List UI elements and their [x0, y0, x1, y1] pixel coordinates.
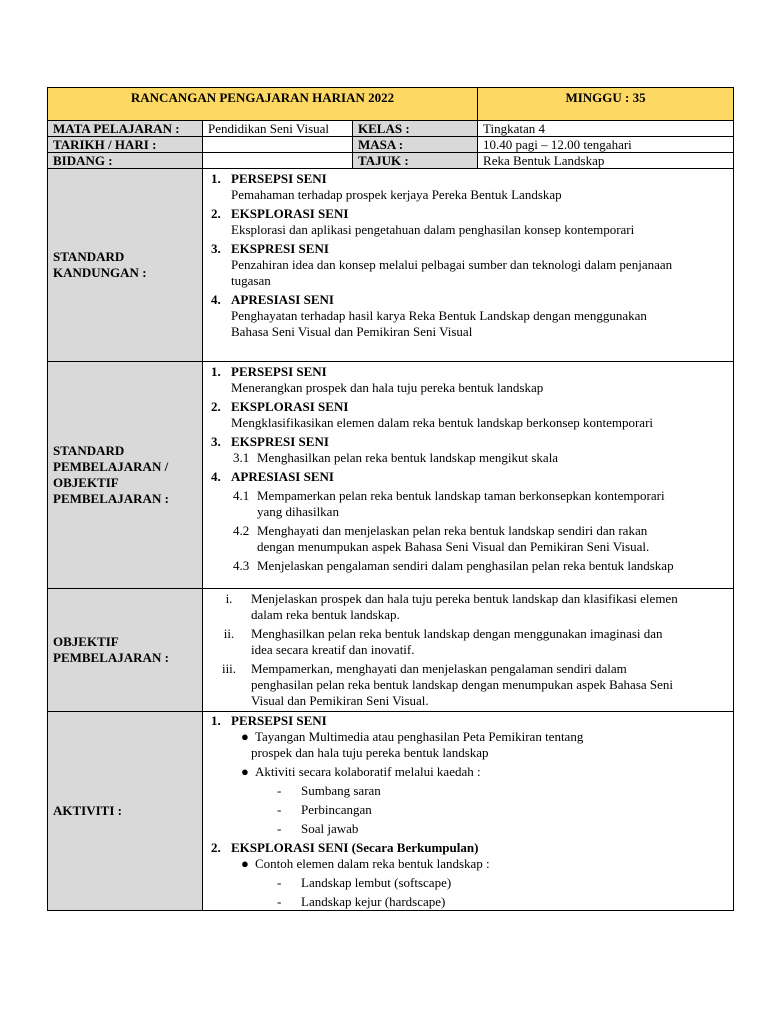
- item-number: 1.: [211, 171, 221, 186]
- label-line: STANDARD: [53, 249, 125, 264]
- lesson-plan-document: [47, 87, 733, 911]
- item-text: Penghayatan terhadap hasil karya Reka Bentuk Landskap dengan menggunakan: [231, 308, 647, 323]
- sub-number: 4.1: [233, 488, 250, 503]
- dash-icon: -: [277, 894, 282, 909]
- sp-item-3: [211, 434, 728, 450]
- label-line: OBJEKTIF: [53, 634, 119, 649]
- objektif-label: [48, 589, 203, 712]
- standard-pembelajaran-row: [48, 362, 734, 589]
- standard-pembelajaran-label: [48, 362, 203, 589]
- class-value: Tingkatan 4: [478, 121, 734, 137]
- sp-sub-4-1: [211, 488, 728, 504]
- objective-text: idea secara kreatif dan inovatif.: [251, 642, 415, 657]
- sp-item-2: [211, 399, 728, 415]
- objective-text: Menjelaskan prospek dan hala tuju pereka bentuk landskap dan klasifikasi elemen: [251, 591, 678, 606]
- activity-1-dash-3: [211, 821, 728, 837]
- objective-iii: [207, 661, 728, 677]
- sk-item-1: [211, 171, 728, 187]
- roman-number: iii.: [221, 661, 237, 676]
- objective-text: Mempamerkan, menghayati dan menjelaskan pengalaman sendiri dalam: [251, 661, 627, 676]
- objective-text: dalam reka bentuk landskap.: [251, 607, 400, 622]
- bullet-text: Contoh elemen dalam reka bentuk landskap :: [255, 856, 490, 871]
- sub-number: 4.2: [233, 523, 250, 538]
- date-label: TARIKH / HARI :: [48, 137, 203, 153]
- activity-1-bullet-1: [211, 729, 728, 745]
- objective-ii-cont: [207, 642, 728, 658]
- objektif-content: [203, 589, 734, 712]
- sp-sub-4-2-cont: [211, 539, 728, 555]
- meta-row-date: [48, 137, 734, 153]
- field-value: [203, 153, 353, 169]
- class-label: KELAS :: [353, 121, 478, 137]
- dash-text: Landskap lembut (softscape): [301, 875, 452, 890]
- label-line: PEMBELAJARAN :: [53, 491, 169, 506]
- bullet-text: Aktiviti secara kolaboratif melalui kaedah :: [255, 764, 481, 779]
- aktiviti-row: [48, 712, 734, 911]
- sp-sub-4-3: [211, 558, 728, 574]
- bullet-icon: ●: [241, 729, 249, 744]
- topic-label: TAJUK :: [353, 153, 478, 169]
- objective-iii-cont2: [207, 693, 728, 709]
- activity-2: [211, 840, 728, 856]
- sp-sub-4-1-cont: [211, 504, 728, 520]
- sk-item-4: [211, 292, 728, 308]
- dash-text: Sumbang saran: [301, 783, 381, 798]
- item-text: Mengklasifikasikan elemen dalam reka bentuk landskap berkonsep kontemporari: [231, 415, 654, 430]
- topic-value: Reka Bentuk Landskap: [478, 153, 734, 169]
- date-value: [203, 137, 353, 153]
- subject-label: MATA PELAJARAN :: [48, 121, 203, 137]
- header-row: [48, 88, 734, 121]
- objective-i-cont: [207, 607, 728, 623]
- plan-title: RANCANGAN PENGAJARAN HARIAN 2022: [48, 88, 478, 121]
- item-title: PERSEPSI SENI: [231, 171, 327, 186]
- objective-i: [207, 591, 728, 607]
- dash-text: Landskap kejur (hardscape): [301, 894, 446, 909]
- item-number: 2.: [211, 840, 221, 855]
- standard-kandungan-label: [48, 169, 203, 362]
- objective-text: Visual dan Pemikiran Seni Visual.: [251, 693, 429, 708]
- item-text: Pemahaman terhadap prospek kerjaya Pereka Bentuk Landskap: [231, 187, 562, 202]
- time-label: MASA :: [353, 137, 478, 153]
- item-text: tugasan: [231, 273, 271, 288]
- item-title: PERSEPSI SENI: [231, 713, 327, 728]
- item-number: 2.: [211, 399, 221, 414]
- week-label: MINGGU : 35: [478, 88, 734, 121]
- item-number: 4.: [211, 292, 221, 307]
- standard-pembelajaran-content: [203, 362, 734, 589]
- sub-text: Menjelaskan pengalaman sendiri dalam penghasilan pelan reka bentuk landskap: [257, 558, 674, 573]
- label-line: OBJEKTIF: [53, 475, 119, 490]
- bullet-text: Tayangan Multimedia atau penghasilan Peta Pemikiran tentang: [255, 729, 584, 744]
- objective-iii-cont: [207, 677, 728, 693]
- sub-number: 4.3: [233, 558, 250, 573]
- item-number: 3.: [211, 434, 221, 449]
- activity-2-dash-1: [211, 875, 728, 891]
- item-text: Bahasa Seni Visual dan Pemikiran Seni Visual: [231, 324, 473, 339]
- bullet-icon: ●: [241, 764, 249, 779]
- meta-row-field: [48, 153, 734, 169]
- item-text: Eksplorasi dan aplikasi pengetahuan dalam penghasilan konsep kontemporari: [231, 222, 635, 237]
- activity-2-bullet-1: [211, 856, 728, 872]
- standard-kandungan-content: [203, 169, 734, 362]
- item-number: 1.: [211, 364, 221, 379]
- sk-item-3: [211, 241, 728, 257]
- time-value: 10.40 pagi – 12.00 tengahari: [478, 137, 734, 153]
- item-title: EKSPLORASI SENI (Secara Berkumpulan): [231, 840, 479, 855]
- item-number: 1.: [211, 713, 221, 728]
- dash-icon: -: [277, 875, 282, 890]
- item-text: Penzahiran idea dan konsep melalui pelbagai sumber dan teknologi dalam penjanaan: [231, 257, 673, 272]
- activity-1-dash-1: [211, 783, 728, 799]
- objective-ii: [207, 626, 728, 642]
- field-label: BIDANG :: [48, 153, 203, 169]
- aktiviti-label: AKTIVITI :: [48, 712, 203, 911]
- item-number: 3.: [211, 241, 221, 256]
- sub-text: Menghasilkan pelan reka bentuk landskap mengikut skala: [257, 450, 559, 465]
- label-line: STANDARD: [53, 443, 125, 458]
- item-number: 2.: [211, 206, 221, 221]
- item-title: APRESIASI SENI: [231, 469, 334, 484]
- activity-1: [211, 713, 728, 729]
- roman-number: i.: [225, 591, 233, 606]
- sub-text: Mempamerkan pelan reka bentuk landskap taman berkonsepkan kontemporari: [257, 488, 665, 503]
- objective-text: penghasilan pelan reka bentuk landskap dengan menumpukan aspek Bahasa Seni: [251, 677, 674, 692]
- item-title: EKSPRESI SENI: [231, 434, 329, 449]
- sk-item-2: [211, 206, 728, 222]
- item-title: APRESIASI SENI: [231, 292, 334, 307]
- item-title: EKSPLORASI SENI: [231, 206, 349, 221]
- roman-number: ii.: [223, 626, 235, 641]
- sp-item-1: [211, 364, 728, 380]
- dash-icon: -: [277, 821, 282, 836]
- item-title: EKSPLORASI SENI: [231, 399, 349, 414]
- sp-sub-4-2: [211, 523, 728, 539]
- sub-text: yang dihasilkan: [257, 504, 339, 519]
- dash-text: Perbincangan: [301, 802, 372, 817]
- activity-1-bullet-2: [211, 764, 728, 780]
- meta-row-subject: [48, 121, 734, 137]
- sub-text: dengan menumpukan aspek Bahasa Seni Visual dan Pemikiran Seni Visual.: [257, 539, 650, 554]
- dash-icon: -: [277, 802, 282, 817]
- sub-text: Menghayati dan menjelaskan pelan reka bentuk landskap sendiri dan rakan: [257, 523, 648, 538]
- item-number: 4.: [211, 469, 221, 484]
- sp-item-4: [211, 469, 728, 485]
- dash-icon: -: [277, 783, 282, 798]
- lesson-plan-table: [47, 87, 734, 911]
- item-text: Menerangkan prospek dan hala tuju pereka bentuk landskap: [231, 380, 544, 395]
- activity-2-dash-2: [211, 894, 728, 910]
- label-line: KANDUNGAN :: [53, 265, 147, 280]
- sub-number: 3.1: [233, 450, 250, 465]
- objective-text: Menghasilkan pelan reka bentuk landskap dengan menggunakan imaginasi dan: [251, 626, 663, 641]
- label-line: PEMBELAJARAN :: [53, 650, 169, 665]
- bullet-icon: ●: [241, 856, 249, 871]
- aktiviti-content: [203, 712, 734, 911]
- subject-value: Pendidikan Seni Visual: [203, 121, 353, 137]
- sp-sub-3-1: [211, 450, 728, 466]
- standard-kandungan-row: [48, 169, 734, 362]
- objektif-row: [48, 589, 734, 712]
- dash-text: Soal jawab: [301, 821, 359, 836]
- activity-1-dash-2: [211, 802, 728, 818]
- item-title: EKSPRESI SENI: [231, 241, 329, 256]
- bullet-text: prospek dan hala tuju pereka bentuk landskap: [251, 745, 489, 760]
- item-title: PERSEPSI SENI: [231, 364, 327, 379]
- label-line: PEMBELAJARAN /: [53, 459, 169, 474]
- activity-1-bullet-1-cont: [211, 745, 728, 761]
